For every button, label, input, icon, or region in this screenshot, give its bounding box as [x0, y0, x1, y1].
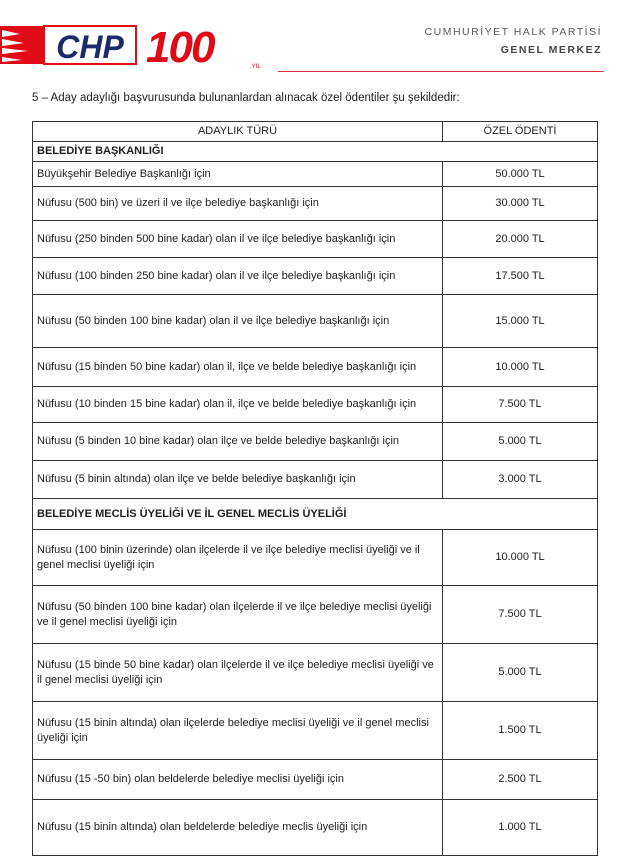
table-row	[33, 162, 598, 187]
logo-yil-text: .YIL	[250, 64, 261, 70]
row-value: 30.000 TL	[443, 187, 598, 221]
row-label: Nüfusu (15 -50 bin) olan beldelerde belediye meclisi üyeliği için	[33, 760, 443, 800]
row-label: Nüfusu (100 binden 250 bine kadar) olan il ve ilçe belediye başkanlığı için	[33, 258, 443, 295]
table-row	[33, 461, 598, 499]
section-row	[33, 142, 598, 162]
row-value: 10.000 TL	[443, 530, 598, 586]
chp-100-logo	[0, 22, 280, 74]
row-label: Nüfusu (250 binden 500 bine kadar) olan il ve ilçe belediye başkanlığı için	[33, 221, 443, 258]
header-divider	[278, 71, 604, 72]
row-value: 1.000 TL	[443, 800, 598, 856]
row-label: Nüfusu (100 binin üzerinde) olan ilçelerde il ve ilçe belediye meclisi üyeliği ve il genel meclisi üyeliği için	[33, 530, 443, 586]
row-label: Nüfusu (15 binden 50 bine kadar) olan il, ilçe ve belde belediye başkanlığı için	[33, 348, 443, 387]
row-value: 15.000 TL	[443, 295, 598, 348]
col-header-type: ADAYLIK TÜRÜ	[33, 122, 443, 142]
row-label: Nüfusu (15 binde 50 bine kadar) olan ilçelerde il ve ilçe belediye meclisi üyeliği ve il genel meclisi üyeliği için	[33, 644, 443, 702]
row-label: Büyükşehir Belediye Başkanlığı için	[33, 162, 443, 187]
org-line1: CUMHURİYET HALK PARTİSİ	[424, 26, 602, 38]
row-label: Nüfusu (500 bin) ve üzeri il ve ilçe belediye başkanlığı için	[33, 187, 443, 221]
row-value: 7.500 TL	[443, 387, 598, 423]
table-row	[33, 221, 598, 258]
intro-text: 5 – Aday adaylığı başvurusunda bulunanlardan alınacak özel ödentiler şu şekildedir:	[32, 92, 460, 104]
row-label: Nüfusu (50 binden 100 bine kadar) olan il ve ilçe belediye başkanlığı için	[33, 295, 443, 348]
row-value: 5.000 TL	[443, 423, 598, 461]
col-header-fee: ÖZEL ÖDENTİ	[443, 122, 598, 142]
row-label: Nüfusu (10 binden 15 bine kadar) olan il, ilçe ve belde belediye başkanlığı için	[33, 387, 443, 423]
row-value: 1.500 TL	[443, 702, 598, 760]
table-row	[33, 295, 598, 348]
row-label: Nüfusu (5 binden 10 bine kadar) olan ilçe ve belde belediye başkanlığı için	[33, 423, 443, 461]
org-line2: GENEL MERKEZ	[500, 44, 602, 56]
section1-title: BELEDİYE BAŞKANLIĞI	[33, 142, 598, 162]
logo-100-text: 100	[146, 23, 214, 72]
row-label: Nüfusu (50 binden 100 bine kadar) olan ilçelerde il ve ilçe belediye meclisi üyeliği ve il genel meclisi üyeliği için	[33, 586, 443, 644]
row-label: Nüfusu (15 binin altında) olan ilçelerde belediye meclisi üyeliği ve il genel meclisi üyeliği için	[33, 702, 443, 760]
table-row	[33, 586, 598, 644]
table-row	[33, 800, 598, 856]
table-row	[33, 387, 598, 423]
row-value: 5.000 TL	[443, 644, 598, 702]
row-value: 3.000 TL	[443, 461, 598, 499]
table-row	[33, 187, 598, 221]
table-row	[33, 348, 598, 387]
table-row	[33, 760, 598, 800]
row-value: 2.500 TL	[443, 760, 598, 800]
section-row	[33, 499, 598, 530]
row-value: 50.000 TL	[443, 162, 598, 187]
chp-logo-icon	[0, 22, 280, 74]
row-value: 7.500 TL	[443, 586, 598, 644]
page-header	[0, 0, 620, 80]
section2-title: BELEDİYE MECLİS ÜYELİĞİ VE İL GENEL MECLİS ÜYELİĞİ	[33, 499, 598, 530]
table-row	[33, 423, 598, 461]
logo-chp-text: CHP	[56, 29, 124, 65]
table-row	[33, 258, 598, 295]
organization-name	[425, 26, 602, 56]
table-row	[33, 530, 598, 586]
row-value: 17.500 TL	[443, 258, 598, 295]
row-label: Nüfusu (15 binin altında) olan beldelerde belediye meclis üyeliği için	[33, 800, 443, 856]
row-label: Nüfusu (5 binin altında) olan ilçe ve belde belediye başkanlığı için	[33, 461, 443, 499]
row-value: 10.000 TL	[443, 348, 598, 387]
table-row	[33, 702, 598, 760]
table-row	[33, 644, 598, 702]
table-header-row	[33, 122, 598, 142]
row-value: 20.000 TL	[443, 221, 598, 258]
fee-table	[32, 121, 598, 856]
